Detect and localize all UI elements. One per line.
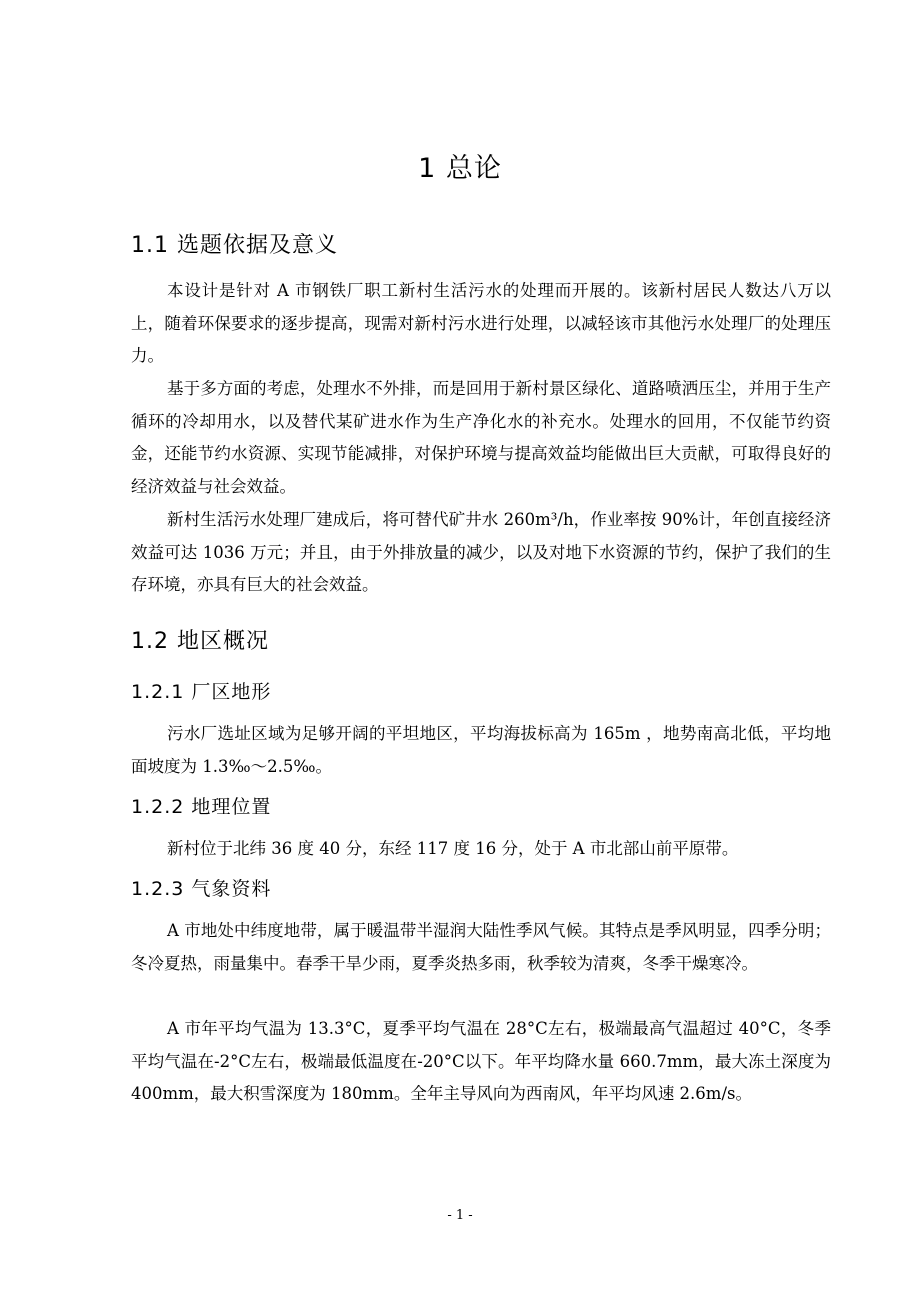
section-heading-1-2: 1.2 地区概况	[131, 629, 269, 654]
section-heading-1-1: 1.1 选题依据及意义	[131, 233, 338, 258]
paragraph: 基于多方面的考虑，处理水不外排，而是回用于新村景区绿化、道路喷洒压尘，并用于生产循环的冷却用水，以及替代某矿进水作为生产净化水的补充水。处理水的回用，不仅能节约资金，还能节约水资源、实现节能减排，对保护环境与提高效益均能做出巨大贡献，可取得良好的经济效益与社会效益。	[131, 379, 831, 496]
paragraph: 本设计是针对 A 市钢铁厂职工新村生活污水的处理而开展的。该新村居民人数达八万以上，随着环保要求的逐步提高，现需对新村污水进行处理，以减轻该市其他污水处理厂的处理压力。	[131, 281, 831, 365]
paragraph: 新村位于北纬 36 度 40 分，东经 117 度 16 分，处于 A 市北部山前平原带。	[167, 839, 739, 858]
chapter-title: 1 总论	[418, 153, 502, 184]
paragraph: 新村生活污水处理厂建成后，将可替代矿井水 260m³/h，作业率按 90%计，年创直接经济效益可达 1036 万元；并且，由于外排放量的减少，以及对地下水资源的节约，保护了我们的生存环境，亦具有巨大的社会效益。	[131, 510, 831, 594]
section-heading-1-2-2: 1.2.2 地理位置	[131, 796, 272, 818]
section-heading-1-2-1: 1.2.1 厂区地形	[131, 681, 272, 703]
section-heading-1-2-3: 1.2.3 气象资料	[131, 878, 272, 900]
paragraph: A 市年平均气温为 13.3°C，夏季平均气温在 28°C左右，极端最高气温超过 40°C，冬季平均气温在-2°C左右，极端最低温度在-20°C以下。年平均降水量 660.7mm，最大冻土深度为 400mm，最大积雪深度为 180mm。全年主导风向为西南风，年平均风速 2.6m/s。	[131, 1019, 831, 1103]
page-number: - 1 -	[447, 1208, 473, 1223]
paragraph: 污水厂选址区域为足够开阔的平坦地区，平均海拔标高为 165m ，地势南高北低，平均地面坡度为 1.3‰～2.5‰。	[131, 724, 831, 776]
paragraph: A 市地处中纬度地带，属于暖温带半湿润大陆性季风气候。其特点是季风明显，四季分明；冬冷夏热，雨量集中。春季干旱少雨，夏季炎热多雨，秋季较为清爽，冬季干燥寒冷。	[131, 921, 831, 973]
